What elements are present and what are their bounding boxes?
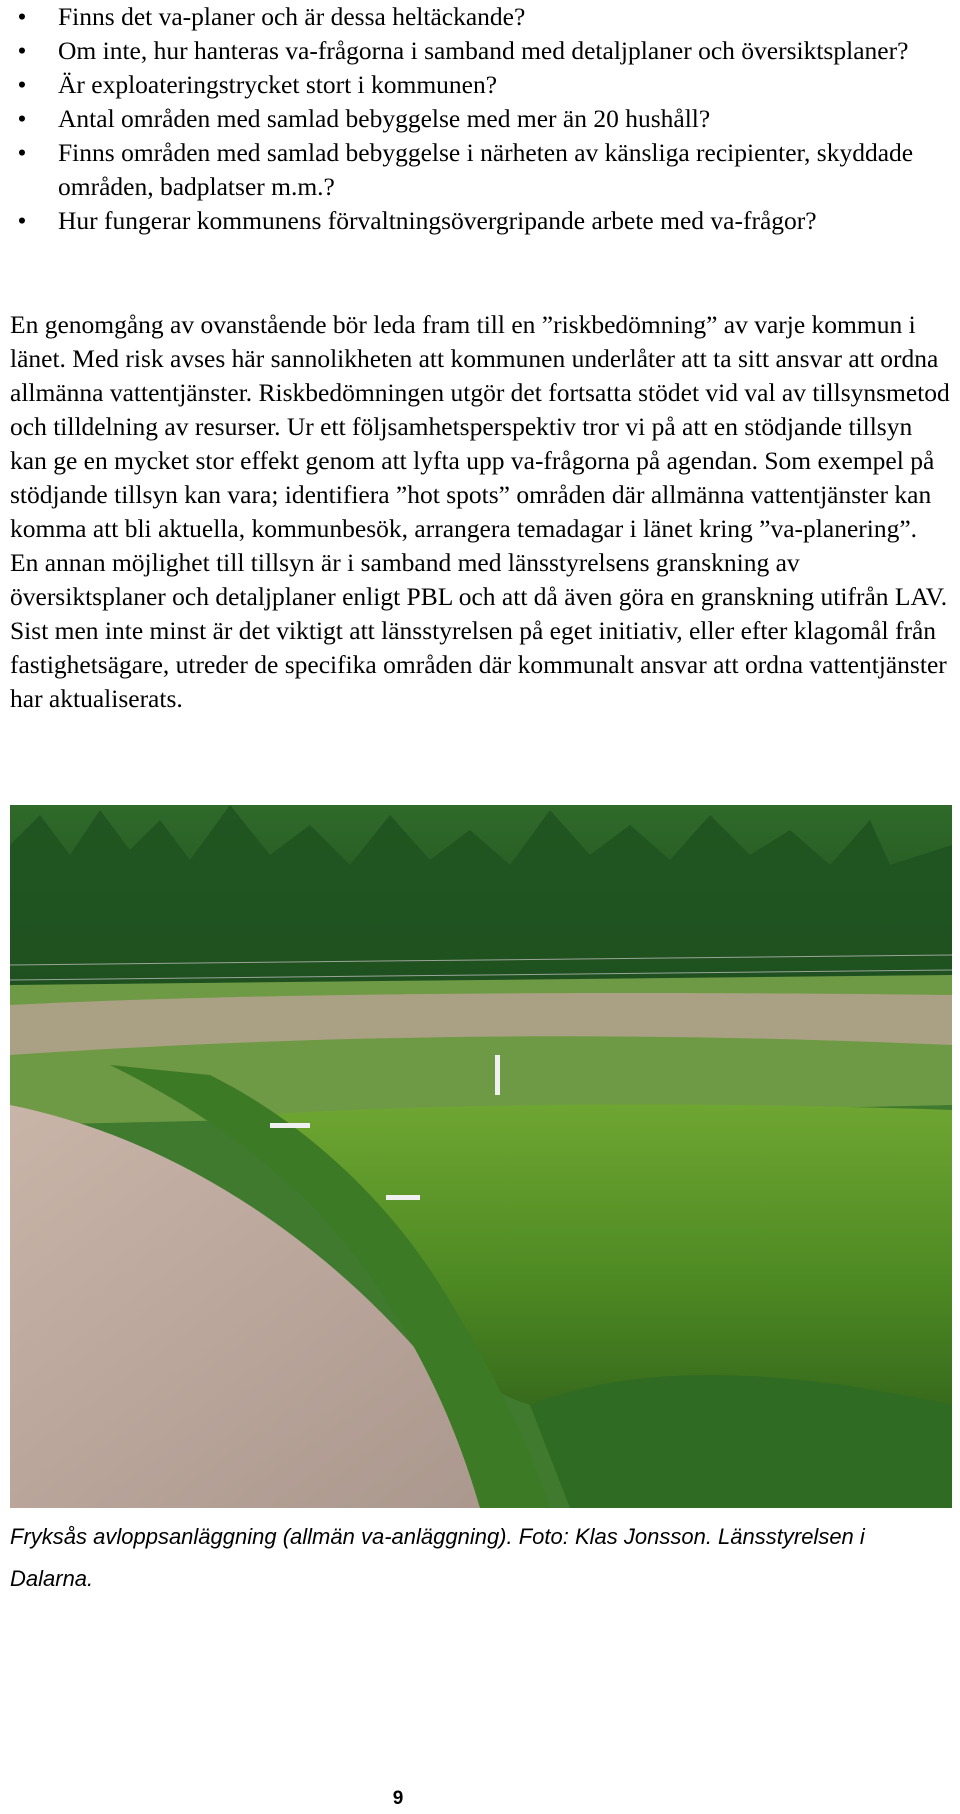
bullet-icon: • bbox=[17, 2, 27, 31]
list-item bbox=[10, 204, 940, 238]
bullet-text: Antal områden med samlad bebyggelse med mer än 20 hushåll? bbox=[58, 104, 711, 133]
list-item bbox=[10, 68, 940, 102]
bullet-text: Finns områden med samlad bebyggelse i närheten av känsliga recipienter, skyddade områden, badplatser m.m.? bbox=[58, 138, 914, 201]
list-item bbox=[10, 102, 940, 136]
bullet-text: Finns det va-planer och är dessa heltäckande? bbox=[58, 2, 526, 31]
bullet-icon: • bbox=[17, 104, 27, 133]
bullet-text: Hur fungerar kommunens förvaltningsövergripande arbete med va-frågor? bbox=[58, 206, 817, 235]
photo-wastewater-pond bbox=[10, 805, 952, 1508]
bullet-text: Om inte, hur hanteras va-frågorna i samband med detaljplaner och översiktsplaner? bbox=[58, 36, 909, 65]
bullet-text: Är exploateringstrycket stort i kommunen? bbox=[58, 70, 498, 99]
photo-caption: Fryksås avloppsanläggning (allmän va-anläggning). Foto: Klas Jonsson. Länsstyrelsen i Dalarna. bbox=[10, 1524, 865, 1591]
page-number: 9 bbox=[392, 1788, 404, 1809]
bullet-icon: • bbox=[17, 206, 27, 235]
list-item bbox=[10, 34, 940, 68]
list-item bbox=[10, 136, 940, 204]
bullet-list bbox=[10, 0, 940, 238]
bullet-icon: • bbox=[17, 70, 27, 99]
list-item bbox=[10, 0, 940, 34]
bullet-icon: • bbox=[17, 138, 27, 167]
bullet-icon: • bbox=[17, 36, 27, 65]
body-paragraph: En genomgång av ovanstående bör leda fram till en ”riskbedömning” av varje kommun i länet. Med risk avses här sannolikheten att kommunen underlåter att ta sitt ansvar att ordna allmänna vattentjänster. Riskbedömningen utgör det fortsatta stödet vid val av tillsynsmetod och tilldelning av resurser. Ur ett följsamhetsperspektiv tror vi på att en stödjande tillsyn kan ge en mycket stor effekt genom att lyfta upp va-frågorna på agendan. Som exempel på stödjande tillsyn kan vara; identifiera ”hot spots” områden där allmänna vattentjänster kan komma att bli aktuella, kommunbesök, arrangera temadagar i länet kring ”va-planering”. En annan möjlighet till tillsyn är i samband med länsstyrelsens granskning av översiktsplaner och detaljplaner enligt PBL och att då även göra en granskning utifrån LAV. Sist men inte minst är det viktigt att länsstyrelsen på eget initiativ, eller efter klagomål från fastighetsägare, utreder de specifika områden där kommunalt ansvar att ordna vattentjänster har aktualiserats. bbox=[10, 310, 950, 713]
